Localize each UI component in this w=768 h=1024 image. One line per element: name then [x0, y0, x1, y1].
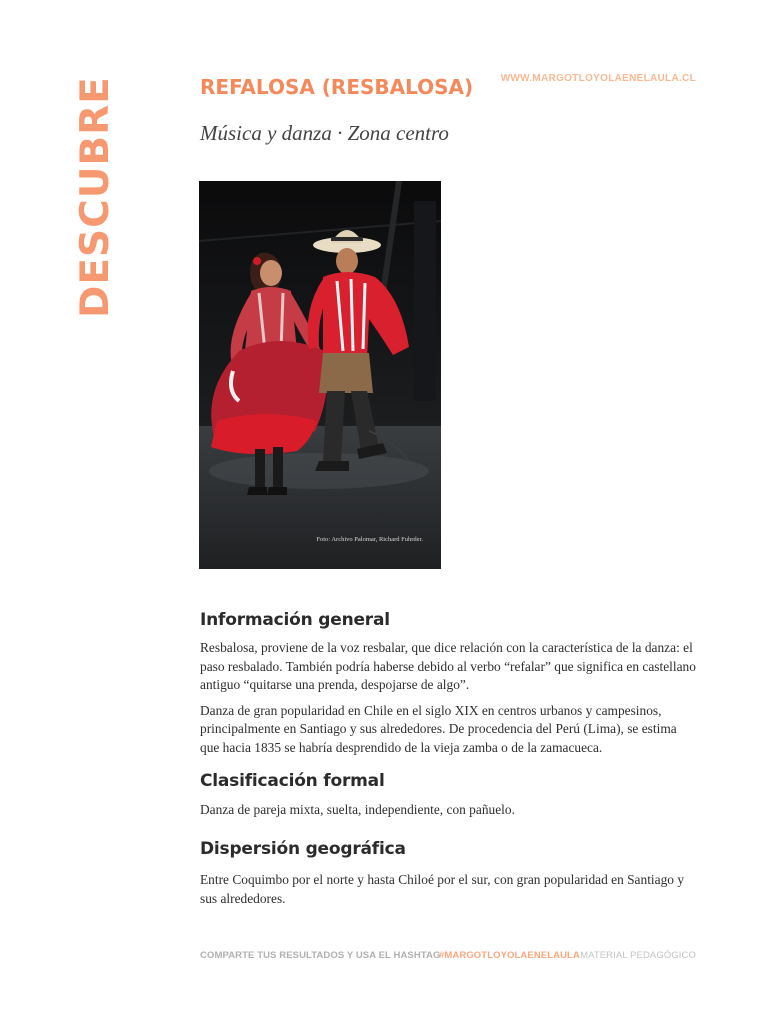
- footer-share-text: COMPARTE TUS RESULTADOS Y USA EL HASHTAG: [200, 950, 441, 961]
- paragraph: Resbalosa, proviene de la voz resbalar, que dice relación con la característica de la danza: el paso resbalado. También podría haberse debido al verbo “refalar” que significa en castellano antiguo “quitarse una prenda, despojarse de algo”.: [200, 640, 696, 692]
- dance-photo: [199, 181, 441, 569]
- page-title: REFALOSA (RESBALOSA): [200, 75, 474, 99]
- footer-material: MATERIAL PEDAGÓGICO: [580, 950, 696, 961]
- section-heading: Dispersión geográfica: [200, 839, 406, 859]
- paragraph: Danza de pareja mixta, suelta, independiente, con pañuelo.: [200, 802, 515, 817]
- section-heading: Clasificación formal: [200, 771, 385, 791]
- dancers-illustration: [199, 181, 441, 569]
- section-formal: [200, 771, 698, 820]
- section-general: [200, 610, 698, 757]
- page-subtitle: Música y danza · Zona centro: [200, 121, 449, 145]
- photo-credit: Foto: Archivo Palomar, Richard Fuhrder.: [316, 536, 423, 543]
- paragraph: Danza de gran popularidad en Chile en el siglo XIX en centros urbanos y campesinos, principalmente en Santiago y sus alrededores. De procedencia del Perú (Lima), se estima que hacia 1835 se habría desprendido de la vieja zamba o de la zamacueca.: [200, 702, 677, 755]
- footer-hashtag[interactable]: #MARGOTLOYOLAENELAULA: [439, 950, 580, 961]
- side-word-descubre: DESCUBRE: [73, 76, 118, 318]
- section-heading: Información general: [200, 610, 390, 630]
- section-geo: [200, 839, 698, 908]
- website-link[interactable]: WWW.MARGOTLOYOLAENELAULA.CL: [500, 73, 696, 84]
- paragraph: Entre Coquimbo por el norte y hasta Chiloé por el sur, con gran popularidad en Santiago y sus alrededores.: [200, 872, 685, 906]
